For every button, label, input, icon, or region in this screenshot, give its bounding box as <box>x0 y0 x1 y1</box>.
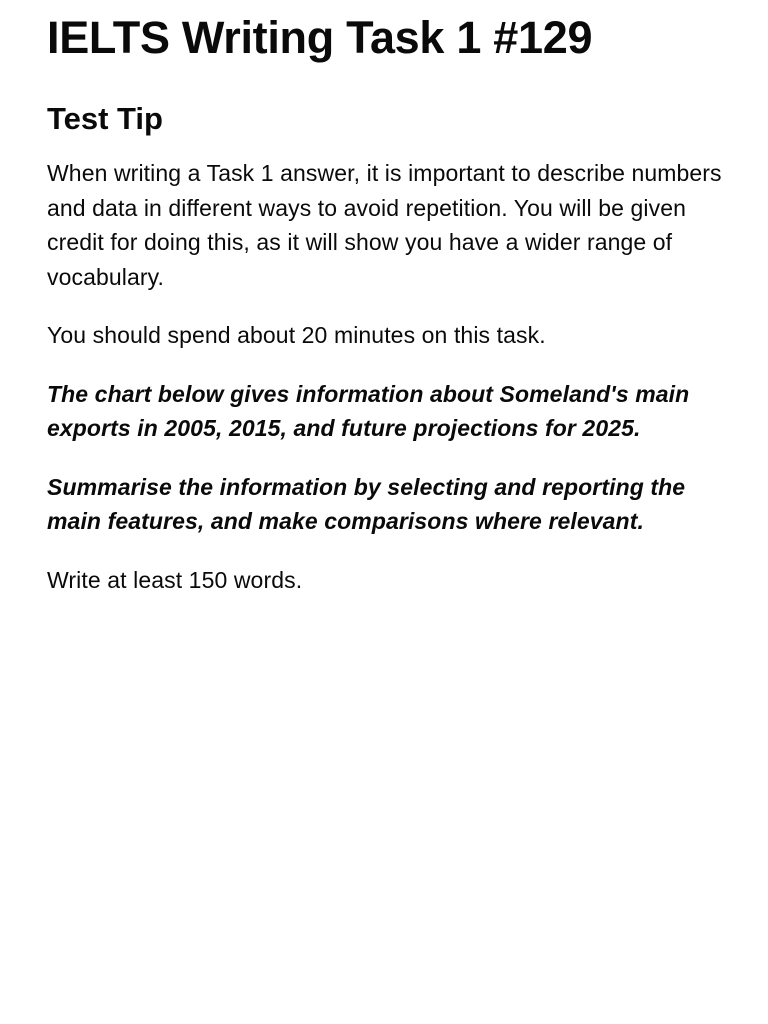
task-prompt: The chart below gives information about Someland's main exports in 2005, 2015, and future projections for 2025. <box>47 380 690 441</box>
test-tip-paragraph: When writing a Task 1 answer, it is important to describe numbers and data in different ways to avoid repetition. You will be given credit for doing this, as it will show you have a wider range of vocabulary. <box>47 160 722 290</box>
word-count-instruction: Write at least 150 words. <box>47 566 303 593</box>
time-instruction: You should spend about 20 minutes on this task. <box>47 322 546 348</box>
task-instruction: Summarise the information by selecting and reporting the main features, and make comparisons where relevant. <box>47 473 686 534</box>
section-heading: Test Tip <box>47 101 163 136</box>
page-title: IELTS Writing Task 1 #129 <box>47 12 593 63</box>
document-page <box>47 0 737 597</box>
